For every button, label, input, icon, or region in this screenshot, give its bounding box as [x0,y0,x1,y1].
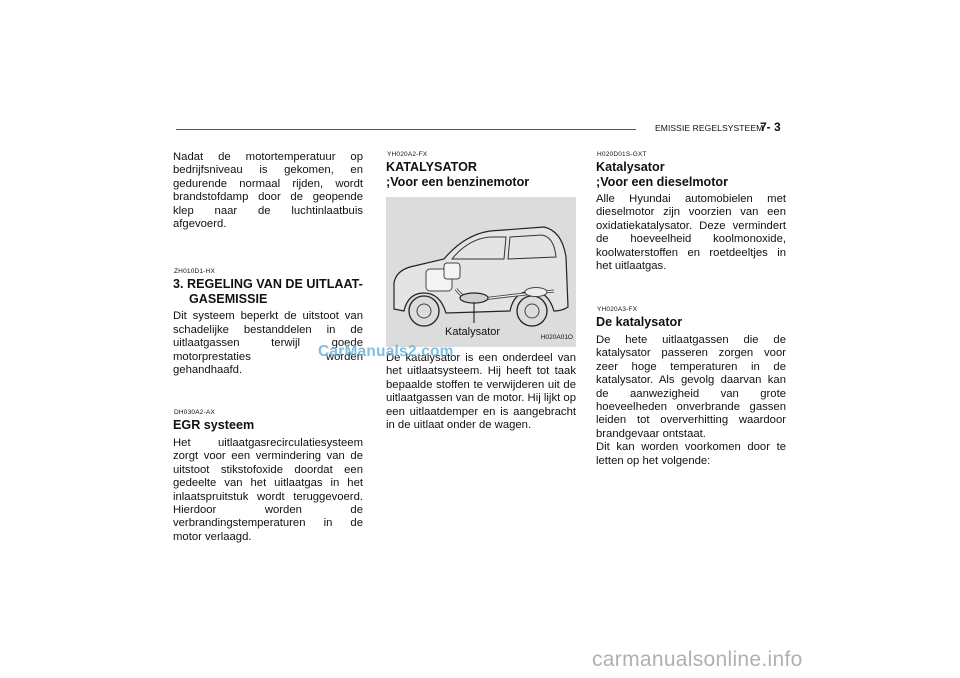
warning-paragraph-2: Dit kan worden voorkomen door te letten op het volgende: [596,441,786,467]
katalysator-heading: KATALYSATOR [386,160,477,174]
diesel-subheading: ;Voor een dieselmotor [596,174,729,189]
watermark-logo: CarManuals2.com [318,343,454,360]
katalysator-code: YH020A2-FX [387,151,428,158]
warning-heading: De katalysator [596,315,683,330]
diesel-code: H020D01S-GXT [597,151,647,158]
egr-code: DH030A2-AX [174,409,216,417]
car-catalyst-figure [386,197,576,347]
egr-heading: EGR systeem [173,418,255,433]
intro-paragraph: Nadat de motortemperatuur op bedrijfsniveau is gekomen, en gedurende normaal rijden, wordt brandstofdamp door de geopende klep naar de luchtinlaatbuis afgevoerd. [173,151,363,231]
section-code: ZH010D1-HX [174,268,216,276]
katalysator-subheading: ;Voor een benzinemotor [386,174,530,189]
diesel-heading: Katalysator [596,160,665,174]
katalysator-paragraph: De katalysator is een onderdeel van het uitlaatsysteem. Hij heeft tot taak bepaalde stoffen te verwijderen uit de uitlaatgassen van de motor. Hij lijkt op een uitlaatdemper en is aangebracht in de uitlaat onder de wagen. [386,352,576,432]
warning-code: YH020A3-FX [597,306,638,314]
figure-code: H020A01O [540,334,573,341]
figure-label: Katalysator [445,326,501,338]
footer-watermark: carmanualsonline.info [592,648,803,671]
section-paragraph: Dit systeem beperkt de uitstoot van schadelijke bestanddelen in de uitlaatgassen terwijl goede motorprestaties worden gehandhaafd. [173,310,363,377]
page-number: 7- 3 [760,120,781,134]
diesel-paragraph: Alle Hyundai automobielen met dieselmotor zijn voorzien van een oxidatiekatalysator. Deze vermindert de hoeveelheid koolmonoxide, koolwaterstoffen en roetdeeltjes in het uitlaatgas. [596,193,786,273]
section-heading: 3. REGELING VAN DE UITLAAT-GASEMISSIE [173,277,363,306]
column-right [596,151,786,468]
warning-paragraph: De hete uitlaatgassen die de katalysator passeren zorgen voor zeer hoge temperaturen in de katalysator. Als gevolg daarvan kan de aanwezigheid van grote hoeveelheden onverbrande gassen leiden tot oververhitting waardoor brandgevaar ontstaat. [596,333,786,440]
car-illustration [386,197,576,347]
egr-paragraph: Het uitlaatgasrecirculatiesysteem zorgt voor een vermindering van de uitstoot stikstofoxide doordat een gedeelte van het uitlaatgas in het inlaatspruitstuk wordt teruggevoerd. Hierdoor worden de verbrandingstemperaturen in de motor verlaagd. [173,436,363,543]
section-name: EMISSIE REGELSYSTEEM [655,123,764,133]
header-rule [176,129,636,130]
column-middle [386,151,576,432]
